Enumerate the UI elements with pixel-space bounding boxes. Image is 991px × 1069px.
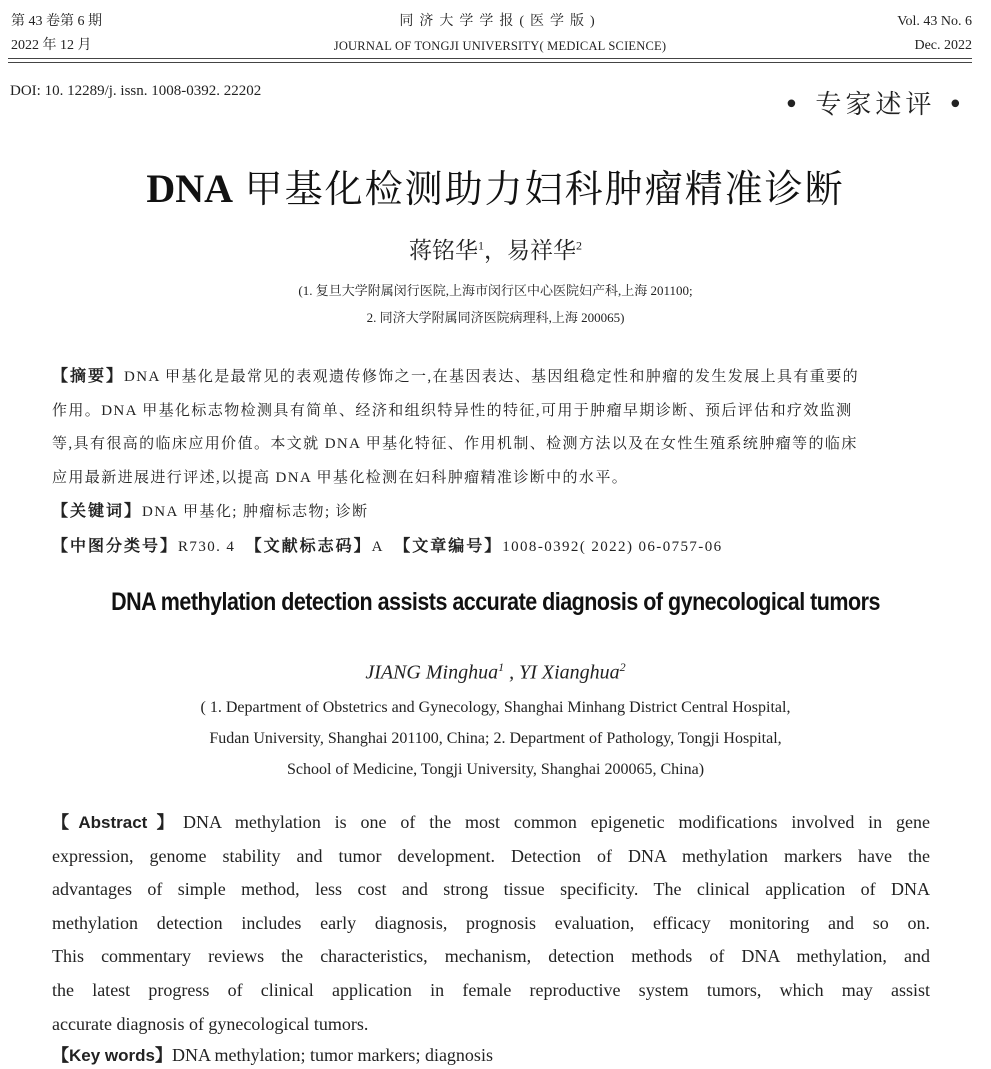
date-en: Dec. 2022 — [914, 38, 972, 53]
abstract-line: 等,具有很高的临床应用价值。本文就 DNA 甲基化特征、作用机制、检测方法以及在女性生殖系统肿瘤等的临床 — [52, 436, 858, 452]
keywords-label-en: 【Key words】 — [52, 1046, 172, 1065]
title-latin: DNA — [146, 166, 234, 211]
clc-label: 【中图分类号】 — [52, 537, 179, 555]
abstract-line: the latest progress of clinical application in female reproductive system tumors, which may assist — [52, 979, 930, 1000]
author-name: 易祥华 — [507, 238, 576, 263]
page-title-en: DNA methylation detection assists accurate diagnosis of gynecological tumors — [111, 588, 880, 616]
author-affiliation-marker: 2 — [619, 660, 626, 674]
doc-code-value: A — [371, 538, 384, 555]
author-name: JIANG Minghua — [365, 661, 499, 684]
author-affiliation-marker: 1 — [498, 660, 505, 674]
volume-issue-cn: 第 43 卷第 6 期 — [11, 14, 102, 29]
author-affiliation-marker: 2 — [576, 238, 582, 253]
header-rule-thin — [8, 62, 972, 63]
author-separator: , — [504, 661, 520, 684]
author-separator: ， — [484, 238, 507, 263]
article-no-value: 1008-0392( 2022) 06-0757-06 — [502, 538, 723, 555]
abstract-cn — [52, 360, 932, 564]
author-name: YI Xianghua — [519, 661, 620, 684]
abstract-line — [52, 360, 932, 395]
header-rule-thick — [8, 58, 972, 59]
page-title-cn — [0, 158, 991, 213]
affiliation-line: School of Medicine, Tongji University, Shanghai 200065, China) — [286, 761, 705, 778]
authors-en — [0, 660, 991, 685]
authors-cn — [0, 232, 991, 265]
article-no-label: 【文章编号】 — [394, 537, 503, 555]
affiliation-line: Fudan University, Shanghai 201100, China; 2. Department of Pathology, Tongji Hospital, — [209, 730, 782, 747]
abstract-line — [52, 806, 930, 840]
title-cn-rest: 甲基化检测助力妇科肿瘤精准诊断 — [233, 169, 845, 211]
abstract-line: 应用最新进展进行评述,以提高 DNA 甲基化检测在妇科肿瘤精准诊断中的水平。 — [52, 469, 629, 486]
volume-issue-en: Vol. 43 No. 6 — [897, 14, 972, 29]
journal-name-cn: 同济大学学报(医学版) — [399, 14, 601, 29]
doi[interactable]: DOI: 10. 12289/j. issn. 1008-0392. 22202 — [10, 83, 262, 99]
keywords-text-en: DNA methylation; tumor markers; diagnosis — [171, 1045, 493, 1065]
abstract-label-en: 【Abstract】 — [52, 813, 183, 832]
affiliation-line: ( 1. Department of Obstetrics and Gynecology, Shanghai Minhang District Central Hospital, — [200, 699, 791, 716]
abstract-line: methylation detection includes early diagnosis, prognosis evaluation, efficacy monitoring and so on. — [52, 912, 930, 933]
affiliations-cn — [0, 277, 991, 331]
keywords-text-cn: DNA 甲基化; 肿瘤标志物; 诊断 — [142, 504, 369, 520]
abstract-text: DNA methylation is one of the most common epigenetic modifications involved in gene — [183, 812, 930, 832]
doc-code-label: 【文献标志码】 — [245, 537, 372, 555]
abstract-line: accurate diagnosis of gynecological tumors. — [52, 1013, 369, 1034]
issue-info-en — [897, 10, 972, 58]
abstract-line: advantages of simple method, less cost and strong tissue specificity. The clinical application of DNA — [52, 879, 930, 900]
classification-line — [52, 530, 932, 565]
abstract-text: DNA 甲基化是最常见的表观遗传修饰之一,在基因表达、基因组稳定性和肿瘤的发生发展上具有重要的 — [124, 369, 859, 385]
abstract-line: This commentary reviews the characteristics, mechanism, detection methods of DNA methylation, and — [52, 946, 930, 967]
author-affiliation-marker: 1 — [478, 238, 484, 253]
keywords-label-cn: 【关键词】 — [52, 503, 143, 520]
column-tag: • 专家述评 • — [783, 90, 967, 120]
affiliations-en — [0, 692, 991, 785]
issue-info-cn — [11, 10, 102, 58]
keywords-cn — [52, 495, 932, 530]
journal-name — [300, 10, 700, 58]
abstract-label-cn: 【摘要】 — [52, 368, 125, 385]
author-name: 蒋铭华 — [409, 238, 478, 263]
abstract-en — [52, 806, 930, 1041]
abstract-line: expression, genome stability and tumor development. Detection of DNA methylation markers have the — [52, 845, 930, 866]
abstract-line: 作用。DNA 甲基化标志物检测具有简单、经济和组织特异性的特征,可用于肿瘤早期诊断、预后评估和疗效监测 — [52, 402, 853, 419]
keywords-en — [52, 1041, 493, 1066]
affiliation-line: 2. 同济大学附属同济医院病理科,上海 200065) — [366, 310, 625, 325]
date-cn: 2022 年 12 月 — [11, 38, 92, 53]
affiliation-line: (1. 复旦大学附属闵行医院,上海市闵行区中心医院妇产科,上海 201100; — [298, 283, 693, 298]
clc-value: R730. 4 — [178, 538, 236, 555]
journal-name-en: JOURNAL OF TONGJI UNIVERSITY( MEDICAL SCIENCE) — [333, 39, 667, 53]
